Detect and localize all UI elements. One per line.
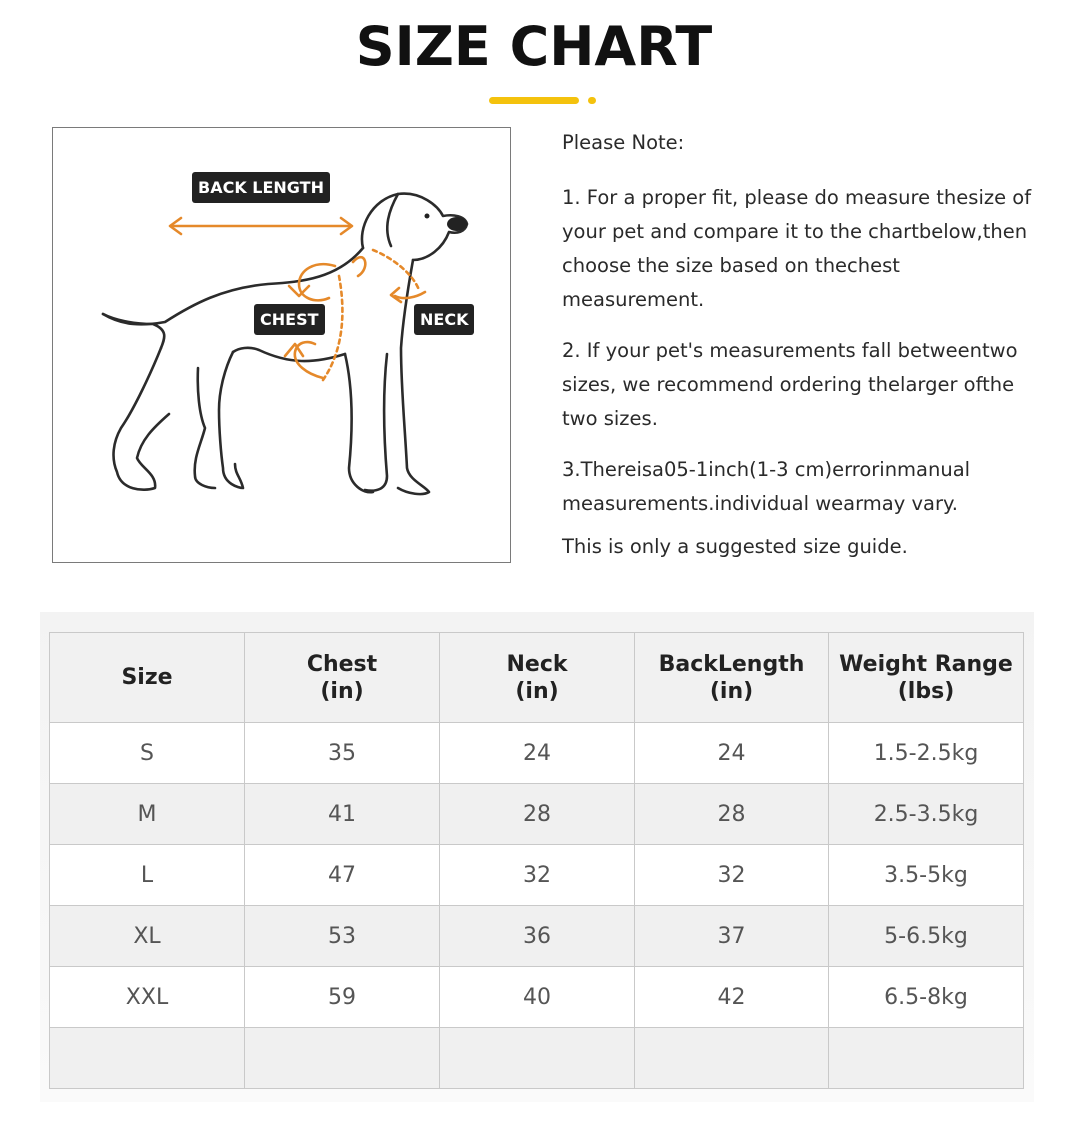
table-row [50, 723, 1024, 784]
cell-size: L [50, 845, 245, 906]
cell-chest: 53 [245, 906, 440, 967]
cell-neck [440, 1028, 635, 1089]
header-size: Size [50, 633, 245, 723]
cell-size: S [50, 723, 245, 784]
note-item: This is only a suggested size guide. [562, 535, 908, 558]
dog-measurement-diagram [52, 127, 511, 563]
table-header-row [50, 633, 1024, 723]
cell-weight-range: 2.5-3.5kg [829, 784, 1024, 845]
cell-back-length: 24 [635, 723, 829, 784]
notes-heading: Please Note: [562, 131, 685, 154]
cell-neck: 32 [440, 845, 635, 906]
size-table [49, 632, 1024, 1089]
cell-weight-range [829, 1028, 1024, 1089]
neck-label: NECK [414, 304, 474, 335]
header-neck: Neck (in) [440, 633, 635, 723]
cell-back-length [635, 1028, 829, 1089]
cell-back-length: 28 [635, 784, 829, 845]
title-underline-dot [588, 97, 596, 104]
cell-chest: 35 [245, 723, 440, 784]
note-item: 1. For a proper fit, please do measure thesize of your pet and compare it to the chartbelow,then choose the size based on thechest measurement. [562, 186, 1032, 311]
dog-outline [103, 194, 467, 494]
cell-size: XXL [50, 967, 245, 1028]
cell-chest: 41 [245, 784, 440, 845]
cell-chest: 47 [245, 845, 440, 906]
cell-weight-range: 6.5-8kg [829, 967, 1024, 1028]
page-title: SIZE CHART [355, 15, 713, 78]
table-row [50, 967, 1024, 1028]
cell-neck: 24 [440, 723, 635, 784]
cell-weight-range: 5-6.5kg [829, 906, 1024, 967]
header-chest: Chest (in) [245, 633, 440, 723]
cell-neck: 40 [440, 967, 635, 1028]
table-row-empty [50, 1028, 1024, 1089]
cell-size [50, 1028, 245, 1089]
table-row [50, 784, 1024, 845]
header-back-length: BackLength (in) [635, 633, 829, 723]
chest-label: CHEST [254, 304, 325, 335]
cell-chest: 59 [245, 967, 440, 1028]
table-row [50, 845, 1024, 906]
cell-back-length: 42 [635, 967, 829, 1028]
table-row [50, 906, 1024, 967]
cell-neck: 36 [440, 906, 635, 967]
cell-weight-range: 1.5-2.5kg [829, 723, 1024, 784]
cell-size: M [50, 784, 245, 845]
cell-back-length: 32 [635, 845, 829, 906]
header-weight-range: Weight Range (lbs) [829, 633, 1024, 723]
note-item: 3.Thereisa05-1inch(1-3 cm)errorinmanual measurements.individual wearmay vary. [562, 458, 971, 515]
title-underline [489, 97, 579, 104]
cell-back-length: 37 [635, 906, 829, 967]
cell-weight-range: 3.5-5kg [829, 845, 1024, 906]
note-item: 2. If your pet's measurements fall betweentwo sizes, we recommend ordering thelarger ofthe two sizes. [562, 339, 1018, 430]
back-length-label: BACK LENGTH [192, 172, 330, 203]
cell-neck: 28 [440, 784, 635, 845]
cell-size: XL [50, 906, 245, 967]
cell-chest [245, 1028, 440, 1089]
